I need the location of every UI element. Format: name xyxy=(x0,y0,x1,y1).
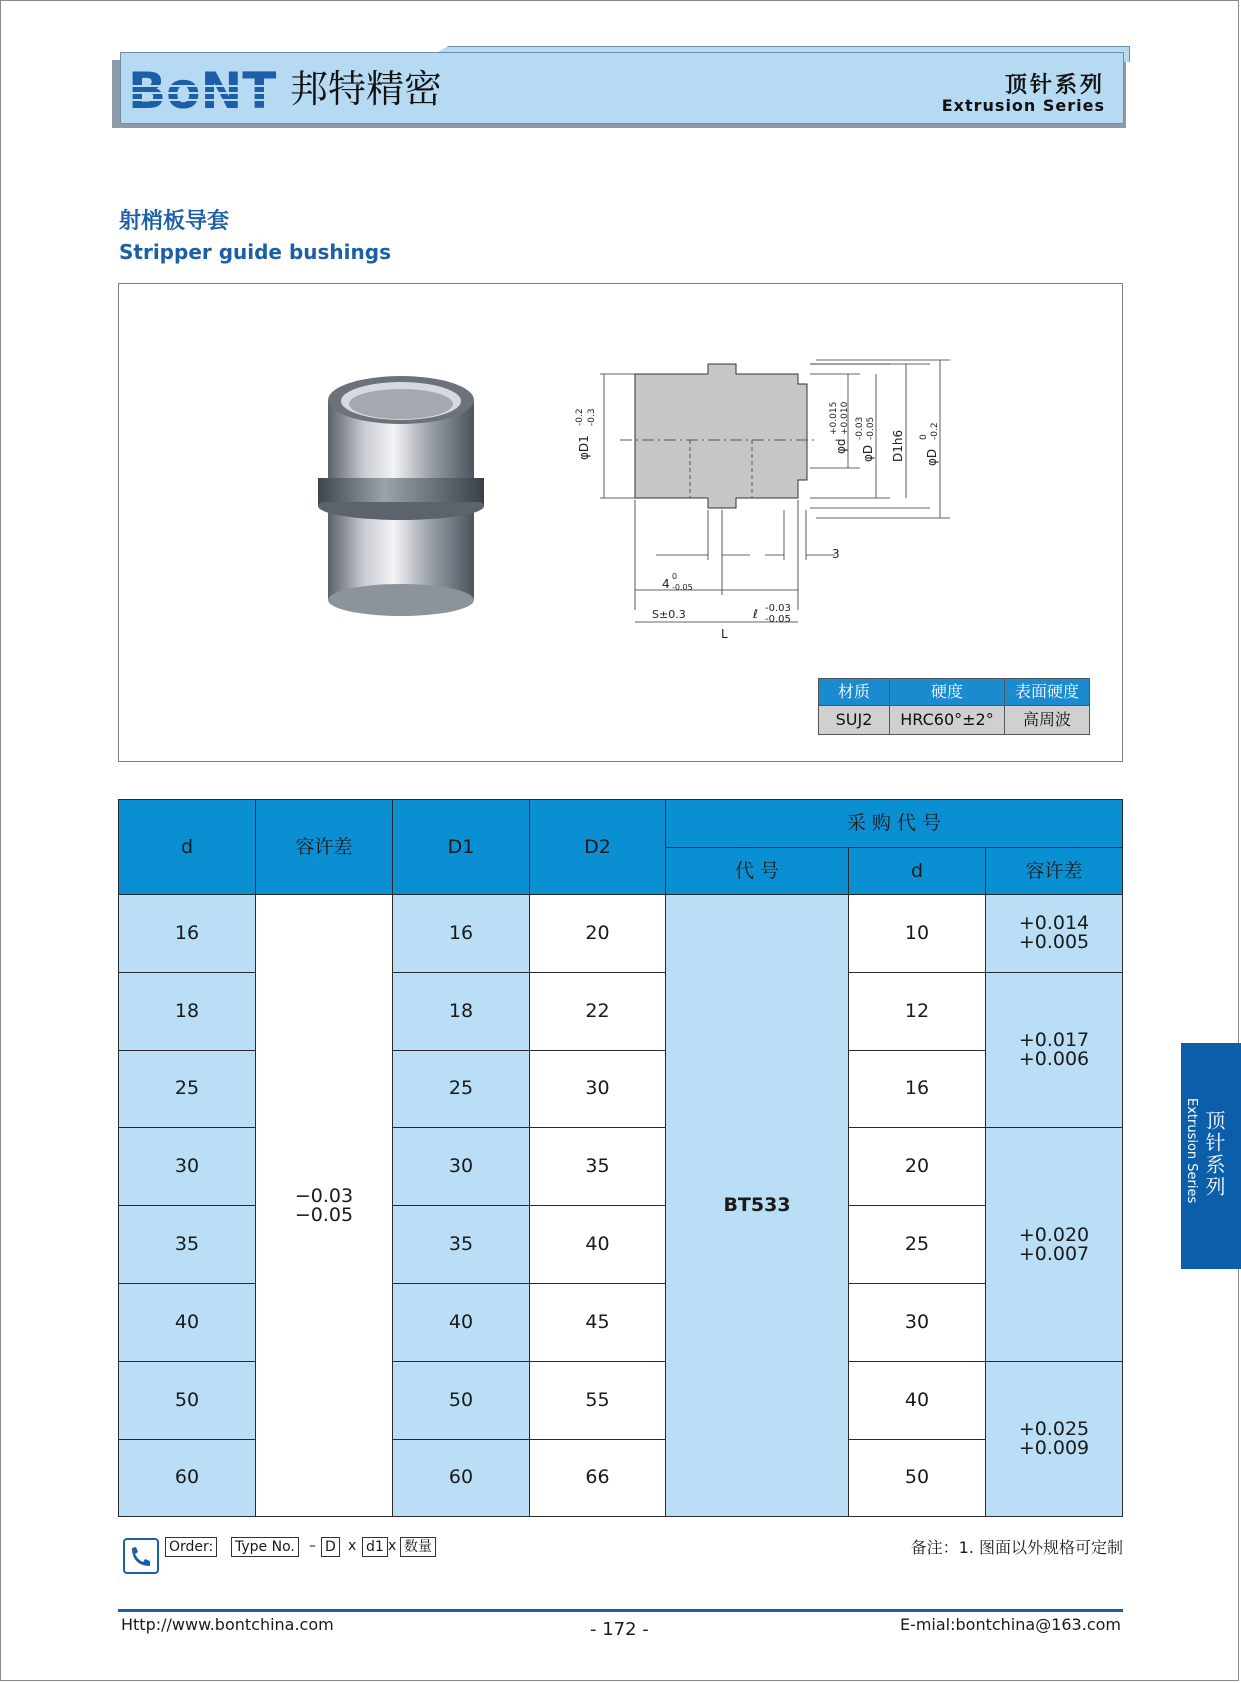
hardness-header: 硬度 xyxy=(889,678,1005,706)
footer-divider xyxy=(118,1609,1123,1612)
header-sub-d: d xyxy=(848,847,986,895)
footer-url[interactable]: Http://www.bontchina.com xyxy=(121,1615,334,1634)
dim-D1h6-label: D1h6 xyxy=(891,429,905,462)
dim-S-label: S±0.3 xyxy=(652,608,686,621)
cell-D1: 35 xyxy=(392,1205,530,1284)
dim-d-tol-top: +0.015 xyxy=(829,401,839,435)
note: 备注：1. 图面以外规格可定制 xyxy=(910,1538,1123,1557)
dim-D2-tol-top: 0 xyxy=(919,434,929,440)
product-title-cn: 射梢板导套 xyxy=(119,209,230,234)
surface-hardness-header: 表面硬度 xyxy=(1004,678,1090,706)
cell-D2: 40 xyxy=(529,1205,666,1284)
cell-D2: 30 xyxy=(529,1050,666,1129)
dim-l-tol-top: -0.03 xyxy=(765,603,791,614)
dim-D-tol-top: -0.03 xyxy=(855,416,865,440)
dim-D1-label: φD1 xyxy=(577,435,591,460)
dim-D1-tol-top: -0.2 xyxy=(575,408,585,426)
cell-d: 50 xyxy=(118,1361,256,1440)
dim-l-label: ℓ xyxy=(753,607,758,621)
bushing-photo xyxy=(310,370,500,620)
dim-3-label: 3 xyxy=(832,547,840,561)
cell-sub-d: 50 xyxy=(848,1439,986,1518)
material-header: 材质 xyxy=(818,678,890,706)
cell-D2: 20 xyxy=(529,894,666,973)
sub-tolerance-top: +0.025 xyxy=(1018,1418,1090,1441)
cell-d: 40 xyxy=(118,1283,256,1362)
cell-code: BT533 xyxy=(665,894,849,1517)
dim-D1-tol-bot: -0.3 xyxy=(587,408,597,426)
header-D2: D2 xyxy=(529,799,666,895)
cell-D1: 30 xyxy=(392,1127,530,1206)
cell-sub-tolerance xyxy=(985,1361,1123,1518)
cell-sub-d: 40 xyxy=(848,1361,986,1440)
cell-d: 16 xyxy=(118,894,256,973)
sub-tolerance-bot: +0.007 xyxy=(1018,1242,1090,1265)
cell-d: 18 xyxy=(118,972,256,1051)
cell-D1: 16 xyxy=(392,894,530,973)
tolerance-value: −0.05 xyxy=(294,1203,354,1226)
logo-wordmark: BoNT xyxy=(128,62,277,118)
header-purchase-code: 采 购 代 号 xyxy=(665,799,1123,848)
order-x2: x xyxy=(388,1538,397,1554)
cell-D1: 50 xyxy=(392,1361,530,1440)
dim-D2-tol-bot: -0.2 xyxy=(930,422,940,440)
logo xyxy=(128,60,288,118)
dim-D-tol-bot: -0.05 xyxy=(866,416,876,440)
cell-d: 25 xyxy=(118,1050,256,1129)
material-value: SUJ2 xyxy=(818,705,890,735)
order-quantity: 数量 xyxy=(400,1537,436,1557)
order-d1: d1 xyxy=(362,1537,388,1557)
cell-D1: 18 xyxy=(392,972,530,1051)
technical-drawing xyxy=(560,350,980,660)
dim-4-tol-bot: -0.05 xyxy=(672,583,693,592)
order-type-no: Type No. xyxy=(231,1537,299,1557)
cell-D2: 55 xyxy=(529,1361,666,1440)
cell-D1: 40 xyxy=(392,1283,530,1362)
page-number: - 172 - xyxy=(590,1619,649,1640)
series-title-en: Extrusion Series xyxy=(941,96,1105,115)
cell-D2: 35 xyxy=(529,1127,666,1206)
series-title-cn: 顶针系列 xyxy=(1004,73,1105,98)
cell-D2: 22 xyxy=(529,972,666,1051)
dim-d-tol-bot: +0.010 xyxy=(840,401,850,435)
header-D1: D1 xyxy=(392,799,530,895)
sub-tolerance-top: +0.017 xyxy=(1018,1029,1090,1052)
header-sub-tolerance: 容许差 xyxy=(985,847,1123,895)
cell-sub-d: 10 xyxy=(848,894,986,973)
cell-d: 60 xyxy=(118,1439,256,1518)
cell-sub-d: 12 xyxy=(848,972,986,1051)
cell-sub-tolerance xyxy=(985,1127,1123,1361)
dim-L-label: L xyxy=(721,627,728,641)
dim-4-tol-top: 0 xyxy=(672,572,678,581)
cell-sub-d: 20 xyxy=(848,1127,986,1206)
cell-sub-d: 25 xyxy=(848,1205,986,1284)
cell-sub-tolerance xyxy=(985,894,1123,973)
dim-d-label: φd xyxy=(834,438,848,454)
sub-tolerance-bot: +0.006 xyxy=(1018,1048,1090,1071)
surface-hardness-value: 高周波 xyxy=(1004,705,1090,735)
cell-sub-d: 30 xyxy=(848,1283,986,1362)
tolerance-value: −0.03 xyxy=(294,1184,354,1207)
logo-chinese: 邦特精密 xyxy=(290,67,443,111)
order-label: Order: xyxy=(165,1537,217,1557)
sub-tolerance-bot: +0.005 xyxy=(1018,931,1090,954)
side-tab-cn: 顶针系列 xyxy=(1202,1110,1226,1198)
bushing-section xyxy=(635,364,807,508)
header-tolerance: 容许差 xyxy=(255,799,393,895)
dim-D-label: φD xyxy=(861,444,875,462)
side-tab-en: Extrusion Series xyxy=(1184,1098,1199,1204)
cell-tolerance-common xyxy=(255,894,393,1517)
cell-D2: 66 xyxy=(529,1439,666,1518)
header-d: d xyxy=(118,799,256,895)
sub-tolerance-top: +0.020 xyxy=(1018,1223,1090,1246)
phone-icon xyxy=(123,1538,159,1574)
hardness-value: HRC60°±2° xyxy=(889,705,1005,735)
sub-tolerance-bot: +0.009 xyxy=(1018,1437,1090,1460)
cell-D1: 60 xyxy=(392,1439,530,1518)
dim-D2-label: φD xyxy=(925,448,939,466)
product-title-en: Stripper guide bushings xyxy=(119,240,391,264)
header-code: 代 号 xyxy=(665,847,849,895)
cell-d: 35 xyxy=(118,1205,256,1284)
cell-D2: 45 xyxy=(529,1283,666,1362)
order-x1: x xyxy=(348,1538,357,1554)
dim-4-label: 4 xyxy=(662,577,670,591)
cell-sub-d: 16 xyxy=(848,1050,986,1129)
order-D: D xyxy=(321,1537,340,1557)
cell-D1: 25 xyxy=(392,1050,530,1129)
dim-l-tol-bot: -0.05 xyxy=(765,614,791,625)
cell-sub-tolerance xyxy=(985,972,1123,1129)
cell-d: 30 xyxy=(118,1127,256,1206)
order-dash: – xyxy=(309,1538,316,1554)
footer-email[interactable]: E-mial:bontchina@163.com xyxy=(899,1615,1121,1634)
logo-graphic xyxy=(128,60,288,118)
sub-tolerance-top: +0.014 xyxy=(1018,912,1090,935)
